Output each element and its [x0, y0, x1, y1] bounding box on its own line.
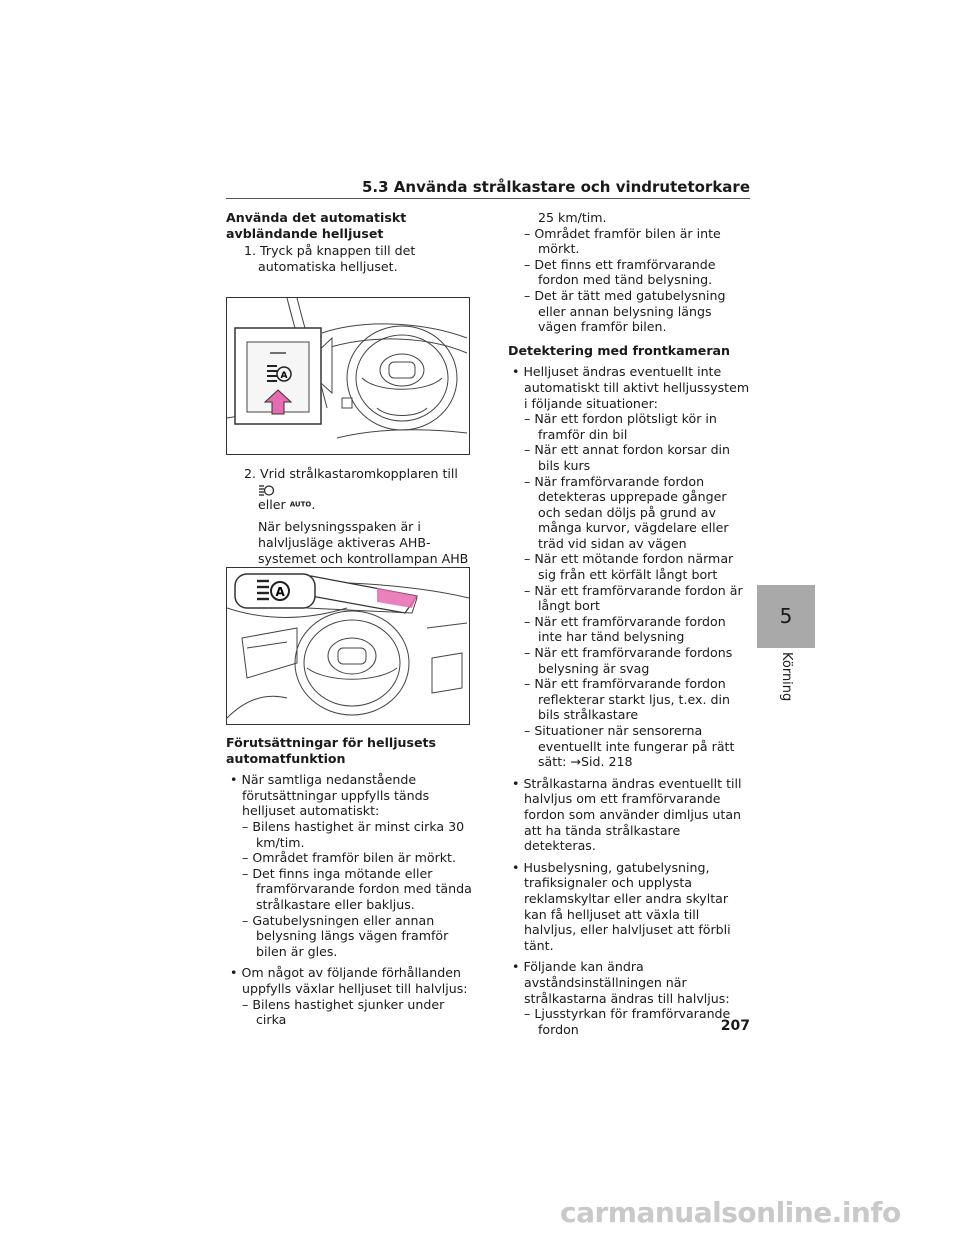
auto-icon: AUTO	[289, 500, 312, 509]
heading-conditions: Förutsättningar för helljusets automatfunktion	[226, 735, 437, 766]
svg-text:A: A	[280, 371, 288, 381]
chapter-tab-label: Körning	[779, 652, 794, 702]
left-column-conditions	[226, 735, 472, 1028]
page-number: 207	[720, 1018, 750, 1034]
section-header: 5.3 Använda strålkastare och vindrutetorkare	[361, 178, 750, 196]
left-column	[226, 210, 472, 274]
b2-item-1-cont: 25 km/tim.	[538, 210, 607, 225]
b1-item-4: – Gatubelysningen eller annan belysning längs vägen framför bilen är gles.	[242, 912, 449, 959]
bullet-2: • Om något av följande förhållanden uppfylls växlar helljuset till halvljus:	[230, 965, 468, 996]
svg-text:A: A	[275, 585, 285, 599]
bullet-4: • Strålkastarna ändras eventuellt till halvljus om ett framförvarande fordon som använder dimljus utan att ha tända strålkastare detekteras.	[512, 775, 742, 854]
b3-item-1: – När ett fordon plötsligt kör in framför din bil	[524, 411, 717, 442]
left-column-step2	[226, 466, 472, 582]
b3-item-7: – När ett framförvarande fordons belysning är svag	[524, 645, 733, 676]
b3-item-3: – När framförvarande fordon detekteras upprepade gånger och sedan döljs på grund av många kurvor, vägdelare eller träd vid sidan av vägen	[524, 473, 729, 551]
figure-ahb-indicator	[226, 567, 470, 725]
step-1: 1. Tryck på knappen till det automatiska helljuset.	[244, 243, 416, 274]
bullet-5: • Husbelysning, gatubelysning, trafiksignaler och upplysta reklamskyltar eller andra skyltar kan få helljuset att växla till halvljus, eller halvljuset att förbli tänt.	[512, 859, 731, 953]
b3-item-5: – När ett framförvarande fordon är långt bort	[524, 582, 743, 614]
b2-item-3: – Det finns ett framförvarande fordon med tänd belysning.	[524, 256, 716, 288]
figure-ahb-button	[226, 297, 470, 455]
b1-item-2: – Området framför bilen är mörkt.	[242, 850, 456, 866]
step-2: 2. Vrid strålkastaromkopplaren till eller AUTO.	[244, 466, 458, 513]
bullet-1: • När samtliga nedanstående förutsättningar uppfylls tänds helljuset automatiskt:	[230, 772, 430, 819]
b1-item-1: – Bilens hastighet är minst cirka 30 km/tim.	[242, 818, 465, 850]
dashboard-illustration-2	[227, 568, 469, 724]
b3-item-6: – När ett framförvarande fordon inte har tänd belysning	[524, 613, 726, 645]
watermark: carmanualsonline.info	[560, 1196, 901, 1229]
b6-item-1: – Ljusstyrkan för framförvarande fordon	[524, 1006, 731, 1037]
b1-item-3: – Det finns inga mötande eller framförvarande fordon med tända strålkastare eller bakljus.	[242, 865, 472, 912]
bullet-6: • Följande kan ändra avståndsinställningen när strålkastarna ändras till halvljus:	[512, 959, 730, 1006]
heading-auto-high-beam: Använda det automatiskt avbländande helljuset	[226, 210, 407, 241]
bullet-3: • Helljuset ändras eventuellt inte automatiskt till aktivt helljussystem i följande situationer:	[512, 364, 750, 411]
heading-front-camera: Detektering med frontkameran	[508, 342, 730, 358]
b2-item-2: – Området framför bilen är inte mörkt.	[524, 225, 721, 257]
header-rule	[226, 198, 750, 199]
b3-item-9[interactable]: – Situationer när sensorerna eventuellt inte fungerar på rätt sätt: →Sid. 218	[524, 723, 735, 770]
step-2-note: När belysningsspaken är i halvljusläge aktiveras AHB-systemet och kontrollampan AHB	[258, 519, 469, 566]
right-column	[508, 210, 752, 1037]
b3-item-2: – När ett annat fordon korsar din bils kurs	[524, 442, 731, 473]
b3-item-8: – När ett framförvarande fordon reflekterar starkt ljus, t.ex. din bils strålkastare	[524, 676, 730, 723]
chapter-tab[interactable]: 5	[757, 585, 815, 648]
b2-item-4: – Det är tätt med gatubelysning eller annan belysning längs vägen framför bilen.	[524, 287, 726, 335]
b2-item-1: – Bilens hastighet sjunker under cirka	[242, 996, 445, 1028]
auto-high-beam-icon	[258, 484, 274, 496]
b3-item-4: – När ett mötande fordon närmar sig från ett körfält långt bort	[524, 551, 734, 583]
dashboard-illustration-1	[227, 298, 469, 454]
